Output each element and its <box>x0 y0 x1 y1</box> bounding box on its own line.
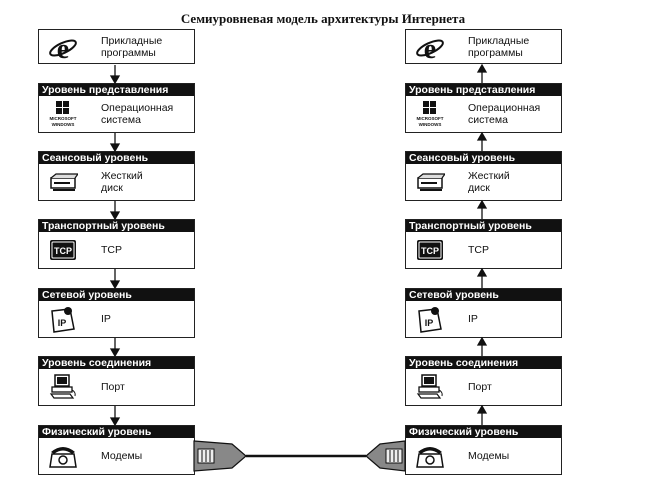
left-network-layer-box <box>38 288 195 338</box>
tcp-chip-text: TCP <box>54 246 72 256</box>
svg-text:IP: IP <box>424 318 434 328</box>
left-link-header: Уровень соединения <box>39 357 194 369</box>
right-transport-label: TCP <box>468 244 489 256</box>
right-network-header: Сетевой уровень <box>406 289 561 301</box>
windows-icon <box>415 100 445 128</box>
tcp-chip-icon <box>48 236 78 264</box>
svg-text:e: e <box>56 34 70 62</box>
modem-phone-icon <box>415 442 445 470</box>
windows-icon-text-2: WINDOWS <box>51 122 75 127</box>
left-presentation-header: Уровень представления <box>39 84 194 96</box>
left-application-layer-box <box>38 29 195 64</box>
left-application-label: Прикладные программы <box>101 34 163 59</box>
left-transport-label: TCP <box>101 244 122 256</box>
windows-icon-text-1: MICROSOFT <box>49 116 77 121</box>
right-link-label: Порт <box>468 381 492 393</box>
left-transport-layer-box <box>38 219 195 269</box>
left-network-header: Сетевой уровень <box>39 289 194 301</box>
right-transport-layer-box <box>405 219 562 269</box>
left-link-layer-box <box>38 356 195 406</box>
internet-explorer-icon <box>415 34 445 62</box>
ip-doc-text: IP <box>57 318 67 328</box>
left-physical-label: Модемы <box>101 450 143 462</box>
right-link-layer-box <box>405 356 562 406</box>
left-presentation-label: Операционная система <box>101 102 174 126</box>
right-presentation-header: Уровень представления <box>406 84 561 96</box>
computer-icon <box>415 373 445 401</box>
right-session-header: Сеансовый уровень <box>406 152 561 164</box>
right-network-label: IP <box>468 313 478 325</box>
svg-text:e: e <box>423 34 437 62</box>
computer-icon <box>48 373 78 401</box>
svg-text:WINDOWS: WINDOWS <box>418 122 442 127</box>
right-application-layer-box <box>405 29 562 64</box>
diagram-title: Семиуровневая модель архитектуры Интернета <box>180 11 466 26</box>
right-link-header: Уровень соединения <box>406 357 561 369</box>
windows-icon <box>48 100 78 128</box>
left-session-header: Сеансовый уровень <box>39 152 194 164</box>
right-cable-connector <box>366 441 405 471</box>
right-presentation-layer-box <box>405 83 562 133</box>
left-layer-stack <box>38 27 195 487</box>
right-transport-header: Транспортный уровень <box>406 220 561 232</box>
ip-document-icon <box>48 305 78 333</box>
right-physical-label: Модемы <box>468 450 510 462</box>
right-physical-layer-box <box>405 425 562 475</box>
left-physical-layer-box <box>38 425 195 475</box>
right-layer-stack <box>405 27 562 487</box>
hard-disk-icon <box>48 168 78 196</box>
left-physical-header: Физический уровень <box>39 426 194 438</box>
left-session-layer-box <box>38 151 195 201</box>
svg-text:MICROSOFT: MICROSOFT <box>416 116 444 121</box>
internet-explorer-icon <box>48 34 78 62</box>
right-session-layer-box <box>405 151 562 201</box>
left-cable-connector <box>194 441 246 471</box>
tcp-chip-icon <box>415 236 445 264</box>
left-transport-header: Транспортный уровень <box>39 220 194 232</box>
svg-text:TCP: TCP <box>421 246 439 256</box>
modem-phone-icon <box>48 442 78 470</box>
right-physical-header: Физический уровень <box>406 426 561 438</box>
hard-disk-icon <box>415 168 445 196</box>
left-network-label: IP <box>101 313 111 325</box>
left-session-label: Жесткий диск <box>101 170 143 194</box>
left-presentation-layer-box <box>38 83 195 133</box>
right-session-label: Жесткий диск <box>468 170 510 194</box>
left-link-label: Порт <box>101 381 125 393</box>
right-network-layer-box <box>405 288 562 338</box>
right-presentation-label: Операционная система <box>468 102 541 126</box>
ip-document-icon <box>415 305 445 333</box>
right-application-label: Прикладные программы <box>468 34 530 59</box>
